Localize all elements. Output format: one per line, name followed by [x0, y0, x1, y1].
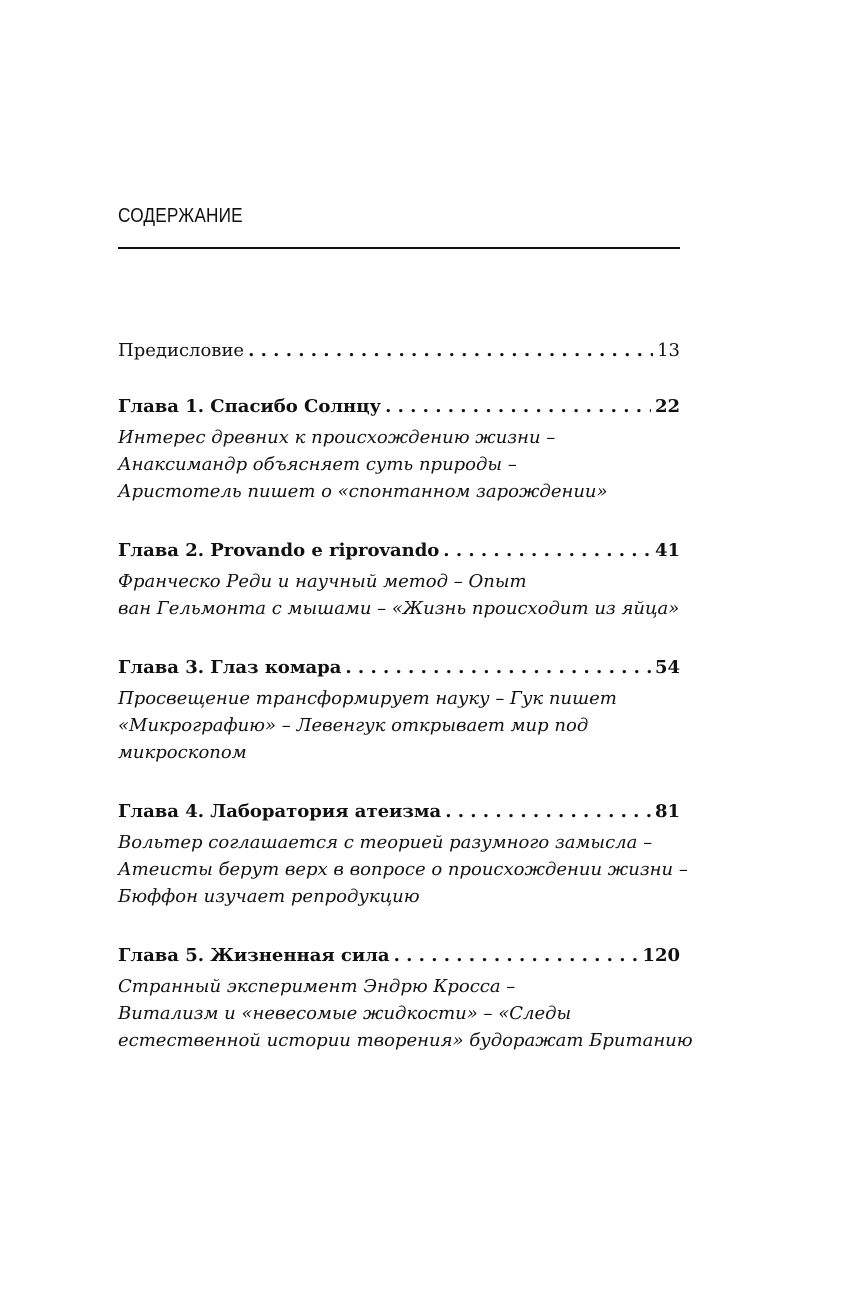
description-line: естественной истории творения» будоражат Британию: [118, 1030, 693, 1051]
description-line: микроскопом: [118, 742, 247, 763]
dot-leader: [345, 655, 651, 681]
toc-entry-chapter-5[interactable]: [118, 943, 693, 1054]
toc-entry-page: 54: [654, 657, 680, 678]
toc-entry-description: [118, 424, 680, 505]
description-line: Просвещение трансформирует науку – Гук пишет: [118, 688, 617, 709]
toc-entry-description: [118, 829, 688, 910]
toc-entry-page: 41: [654, 540, 680, 561]
toc-entry-page: 13: [657, 340, 680, 361]
toc-entry-title: Предисловие: [118, 340, 245, 361]
description-line: ван Гельмонта с мышами – «Жизнь происходит из яйца»: [118, 598, 680, 619]
description-line: «Микрографию» – Левенгук открывает мир под: [118, 715, 589, 736]
dot-leader: [394, 943, 639, 969]
toc-entry-line: [118, 655, 680, 681]
toc-entry-chapter-4[interactable]: [118, 799, 688, 910]
dot-leader: [443, 538, 651, 564]
table-of-contents: [118, 338, 693, 1054]
description-line: Витализм и «невесомые жидкости» – «Следы: [118, 1003, 572, 1024]
toc-entry-description: [118, 568, 680, 622]
description-line: Бюффон изучает репродукцию: [118, 886, 420, 907]
toc-entry-title: Глава 2. Provando e riprovando: [118, 540, 440, 561]
toc-entry-preface[interactable]: [118, 338, 680, 364]
description-line: Анаксимандр объясняет суть природы –: [118, 454, 517, 475]
toc-entry-line: [118, 338, 680, 364]
description-line: Франческо Реди и научный метод – Опыт: [118, 571, 527, 592]
toc-entry-chapter-3[interactable]: [118, 655, 680, 766]
description-line: Атеисты берут верх в вопросе о происхождении жизни –: [118, 859, 688, 880]
toc-entry-page: 120: [642, 945, 680, 966]
description-line: Вольтер соглашается с теорией разумного замысла –: [118, 832, 653, 853]
toc-entry-description: [118, 685, 680, 766]
toc-entry-line: [118, 799, 680, 825]
description-line: Интерес древних к происхождению жизни –: [118, 427, 556, 448]
toc-entry-chapter-2[interactable]: [118, 538, 680, 622]
toc-entry-line: [118, 538, 680, 564]
toc-entry-page: 81: [654, 801, 680, 822]
description-line: Аристотель пишет о «спонтанном зарождении»: [118, 481, 608, 502]
toc-entry-chapter-1[interactable]: [118, 394, 680, 505]
dot-leader: [385, 394, 651, 420]
dot-leader: [248, 338, 653, 364]
toc-entry-line: [118, 943, 680, 969]
toc-entry-description: [118, 973, 693, 1054]
toc-entry-line: [118, 394, 680, 420]
description-line: Странный эксперимент Эндрю Кросса –: [118, 976, 516, 997]
toc-entry-title: Глава 3. Глаз комара: [118, 657, 342, 678]
toc-entry-title: Глава 5. Жизненная сила: [118, 945, 390, 966]
toc-entry-page: 22: [654, 396, 680, 417]
heading-rule: [118, 247, 680, 249]
toc-entry-title: Глава 1. Спасибо Солнцу: [118, 396, 382, 417]
dot-leader: [445, 799, 651, 825]
toc-entry-title: Глава 4. Лаборатория атеизма: [118, 801, 442, 822]
contents-heading: СОДЕРЖАНИЕ: [118, 205, 243, 227]
